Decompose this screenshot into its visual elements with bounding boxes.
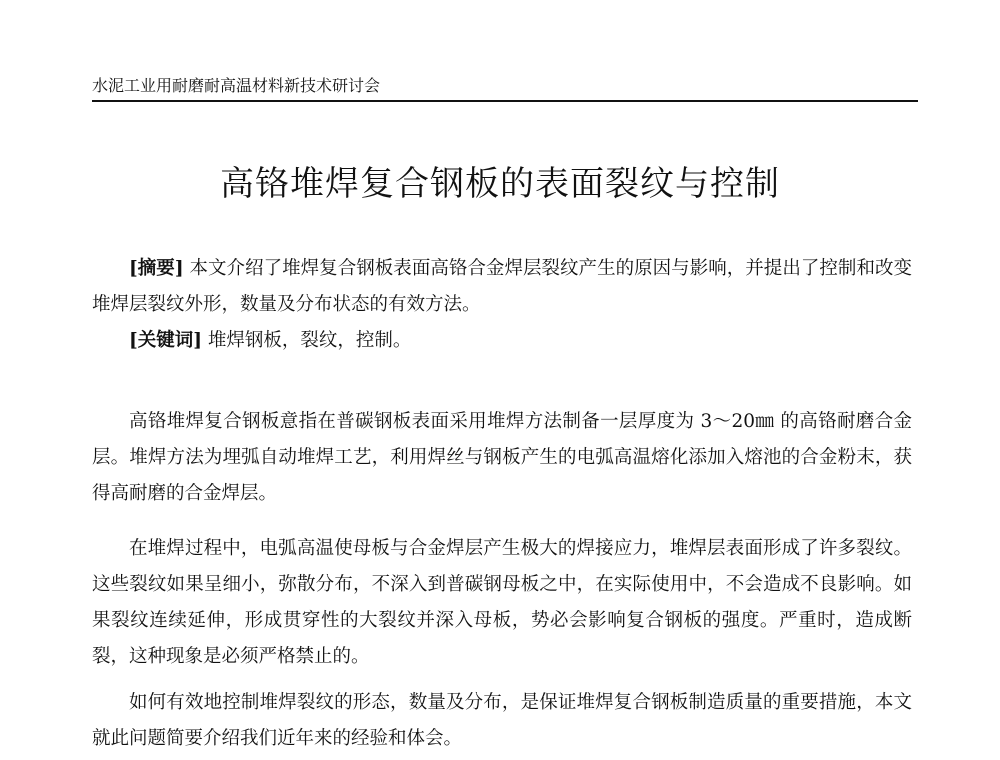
keywords-label: [关键词] [129, 330, 203, 351]
page-title: 高铬堆焊复合钢板的表面裂纹与控制 [220, 164, 780, 204]
conference-title: 水泥工业用耐磨耐高温材料新技术研讨会 [92, 76, 381, 95]
body-paragraph-3: 如何有效地控制堆焊裂纹的形态，数量及分布，是保证堆焊复合钢板制造质量的重要措施，本文就此问题简要介绍我们近年来的经验和体会。 [92, 692, 912, 749]
body-paragraph-1: 高铬堆焊复合钢板意指在普碳钢板表面采用堆焊方法制备一层厚度为 3～20㎜ 的高铬耐磨合金层。堆焊方法为埋弧自动堆焊工艺，利用焊丝与钢板产生的电弧高温熔化添加入熔池的合金粉末，获得高耐磨的合金焊层。 [92, 411, 912, 504]
abstract-label: [摘要] [129, 258, 184, 279]
keywords-text: 堆焊钢板，裂纹，控制。 [202, 330, 412, 351]
abstract [92, 251, 912, 323]
keywords [92, 323, 912, 359]
body-paragraph-2: 在堆焊过程中，电弧高温使母板与合金焊层产生极大的焊接应力，堆焊层表面形成了许多裂纹。这些裂纹如果呈细小，弥散分布，不深入到普碳钢母板之中，在实际使用中，不会造成不良影响。如果裂纹连续延伸，形成贯穿性的大裂纹并深入母板，势必会影响复合钢板的强度。严重时，造成断裂，这种现象是必须严格禁止的。 [92, 538, 912, 667]
abstract-text: 本文介绍了堆焊复合钢板表面高铬合金焊层裂纹产生的原因与影响，并提出了控制和改变堆焊层裂纹外形，数量及分布状态的有效方法。 [92, 258, 912, 315]
running-header [92, 74, 918, 102]
